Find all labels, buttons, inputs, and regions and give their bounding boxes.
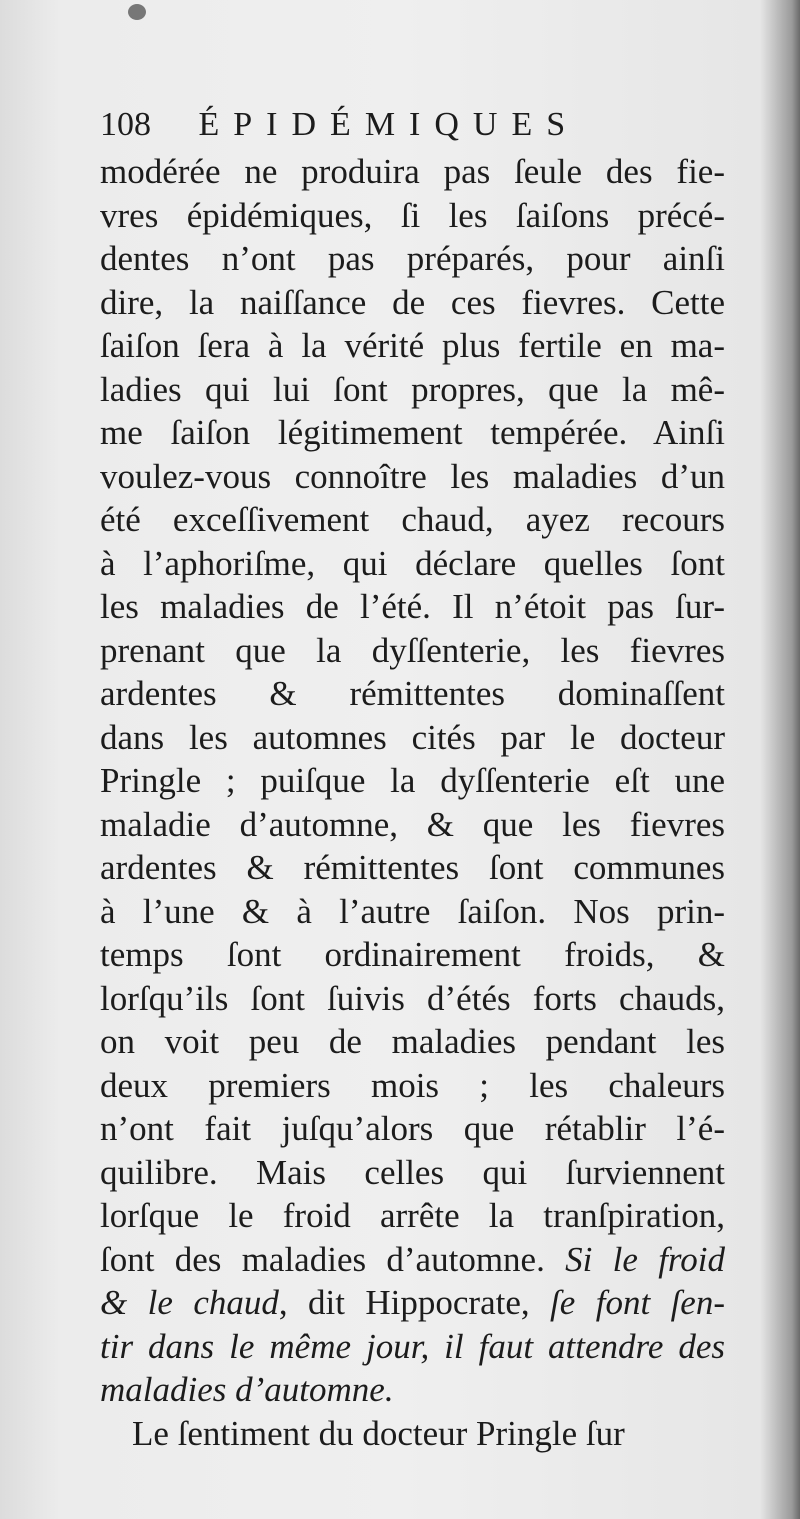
text-line	[100, 1281, 725, 1325]
italic-text: maladies d’automne.	[100, 1370, 394, 1409]
text-segment: dire, la naiſſance de ces fievres. Cette	[100, 282, 725, 322]
text-line	[100, 368, 725, 412]
italic-text: ſe font ſen-	[550, 1283, 725, 1322]
text-segment: lorſque le froid arrête la tranſpiration,	[100, 1196, 725, 1235]
text-segment: ſaiſon ſera à la vérité plus fertile en ma-	[100, 326, 725, 365]
text-line	[100, 1368, 725, 1412]
text-line	[100, 498, 725, 542]
page-header	[100, 100, 740, 150]
italic-text: Si le froid	[565, 1239, 725, 1279]
text-line	[100, 890, 725, 934]
text-segment: me ſaiſon légitimement tempérée. Ainſi	[100, 413, 725, 452]
text-segment: ladies qui lui ſont propres, que la mê-	[100, 369, 725, 409]
text-segment: dentes n’ont pas préparés, pour ainſi	[100, 239, 725, 278]
text-segment: ardentes & rémittentes ſont communes	[100, 848, 725, 887]
text-segment: quilibre. Mais celles qui ſurviennent	[100, 1152, 725, 1192]
text-line	[100, 1064, 725, 1108]
text-line	[100, 846, 725, 890]
text-line	[100, 324, 725, 368]
text-line	[100, 759, 725, 803]
text-segment: deux premiers mois ; les chaleurs	[100, 1065, 725, 1105]
text-segment: lorſqu’ils ſont ſuivis d’étés forts chauds,	[100, 978, 725, 1018]
text-line	[100, 629, 725, 673]
text-line	[100, 933, 725, 977]
ink-blot	[128, 4, 146, 20]
page-number: 108	[100, 106, 151, 143]
text-line	[100, 585, 725, 629]
text-line	[100, 1325, 725, 1369]
text-segment: n’ont fait juſqu’alors que rétablir l’é-	[100, 1109, 725, 1148]
text-line	[100, 237, 725, 281]
text-segment: , dit Hippocrate,	[278, 1283, 551, 1322]
text-segment: Le ſentiment du docteur Pringle ſur	[132, 1413, 625, 1453]
body-text	[100, 150, 725, 1455]
text-segment: à l’aphoriſme, qui déclare quelles ſont	[100, 543, 725, 583]
text-line	[100, 1238, 725, 1282]
text-segment: on voit peu de maladies pendant les	[100, 1022, 725, 1061]
text-segment: les maladies de l’été. Il n’étoit pas ſur-	[100, 587, 725, 626]
text-segment: maladie d’automne, & que les fievres	[100, 804, 725, 844]
text-segment: été exceſſivement chaud, ayez recours	[100, 500, 725, 539]
text-segment: modérée ne produira pas ſeule des fie-	[100, 152, 725, 191]
text-line	[100, 1151, 725, 1195]
text-line	[100, 455, 725, 499]
text-line	[100, 1194, 725, 1238]
text-segment: voulez-vous connoître les maladies d’un	[100, 456, 725, 496]
text-line	[100, 1107, 725, 1151]
text-segment: Pringle ; puiſque la dyſſenterie eſt une	[100, 761, 725, 800]
text-line	[100, 542, 725, 586]
running-head: ÉPIDÉMIQUES	[198, 106, 580, 143]
text-segment: dans les automnes cités par le docteur	[100, 717, 725, 757]
text-segment: prenant que la dyſſenterie, les fievres	[100, 630, 725, 670]
text-segment: temps ſont ordinairement froids, &	[100, 935, 725, 974]
text-line	[100, 803, 725, 847]
text-line	[100, 1020, 725, 1064]
text-line	[100, 411, 725, 455]
italic-text: & le chaud	[100, 1283, 279, 1322]
text-line	[100, 716, 725, 760]
text-segment: vres épidémiques, ſi les ſaiſons précé-	[100, 195, 725, 235]
text-line	[100, 281, 725, 325]
text-line	[100, 977, 725, 1021]
text-line	[100, 194, 725, 238]
text-segment: ſont des maladies d’automne.	[100, 1239, 566, 1279]
text-segment: à l’une & à l’autre ſaiſon. Nos prin-	[100, 891, 725, 931]
italic-text: tir dans le même jour, il faut attendre des	[100, 1326, 725, 1366]
text-line	[100, 672, 725, 716]
text-segment: ardentes & rémittentes dominaſſent	[100, 674, 725, 713]
text-line	[100, 1412, 725, 1456]
text-line	[100, 150, 725, 194]
